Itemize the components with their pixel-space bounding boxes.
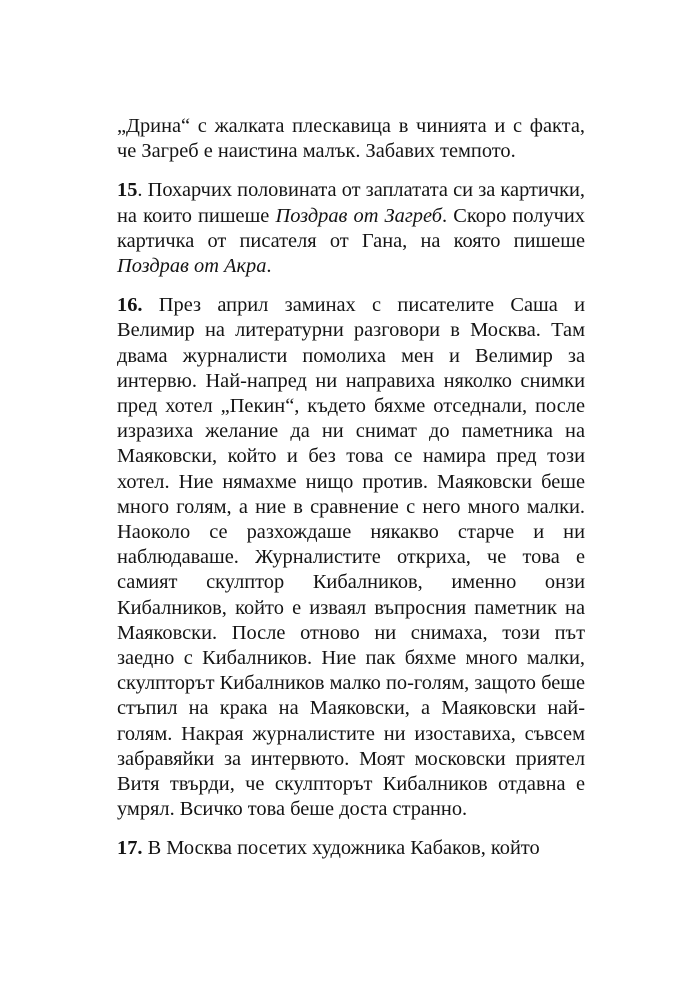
paragraph-text: . Скоро получих картичка от писателя от Гана, на която пишеше [117, 204, 586, 252]
paragraph-text: . [266, 255, 272, 278]
italic-phrase: Поздрав от Загреб [275, 204, 443, 227]
paragraph-16 [117, 293, 585, 822]
page-text [117, 114, 585, 876]
paragraph-text: „Дрина“ с жалката плескавица в чинията и с факта, че Загреб е наистина малък. Забавих темпото. [117, 115, 585, 163]
paragraph-text: В Москва посетих художника Кабаков, който [142, 837, 540, 860]
paragraph-text: През април заминах с писателите Саша и Велимир на литературни разговори в Москва. Там двама журналисти помолиха мен и Велимир за интервю. Най-напред ни направиха няколко снимки пред хотел „Пекин“, където бяхме отседнали, после изразиха желание да ни снимат до паметника на Маяковски, който и без това се намира пред този хотел. Ние нямахме нищо против. Маяковски беше много голям, а ние в сравнение с него много малки. Наоколо се разхождаше някакво старче и ни наблюдаваше. Журналистите откриха, че това е самият скулптор Кибалников, именно онзи Кибалников, който е изваял въпросния паметник на Маяковски. После отново ни снимаха, този път заедно с Кибалников. Ние пак бяхме много малки, скулпторът Кибалников малко по-голям, защото беше стъпил на крака на Маяковски, а Маяковски най-голям. Накрая журналистите ни изоставиха, съвсем забравяйки за интервюто. Моят московски приятел Витя твърди, че скулпторът Кибалников отдавна е умрял. Всичко това беше доста странно. [117, 294, 585, 821]
paragraph-number: 16. [117, 294, 143, 317]
paragraph-number: 17. [117, 837, 143, 860]
italic-phrase: Поздрав от Акра [117, 255, 267, 278]
paragraph-continuation [117, 114, 585, 164]
paragraph-text: . Похарчих половината от заплатата си за картички, на които пишеше [117, 179, 585, 227]
paragraph-15 [117, 178, 585, 279]
paragraph-17 [117, 836, 585, 861]
paragraph-number: 15 [117, 179, 138, 202]
